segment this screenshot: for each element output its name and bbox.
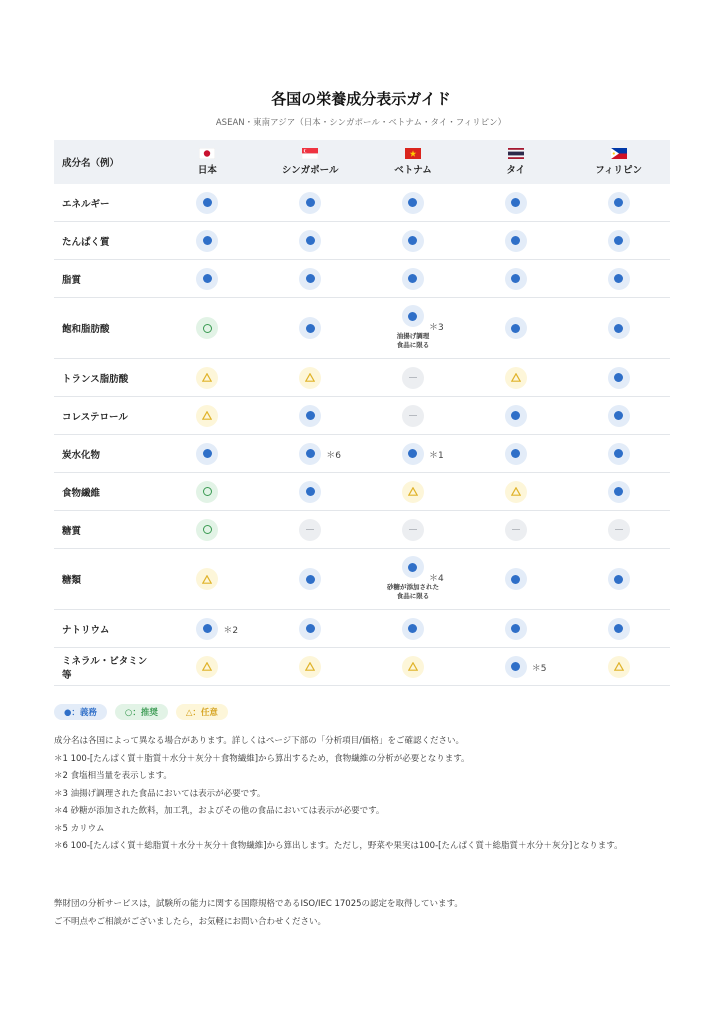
footer-line: ご不明点やご相談がございましたら，お気軽にお問い合わせください。: [54, 916, 327, 927]
page-subtitle: ASEAN・東南アジア（日本・シンガポール・ベトナム・タイ・フィリピン）: [215, 118, 507, 128]
status-cell: [567, 473, 670, 511]
country-label: ベトナム: [394, 165, 432, 176]
footnote-ref: ＊6: [326, 450, 341, 461]
table-row: [54, 359, 670, 397]
status-cell-content: [464, 222, 567, 259]
status-cell: [259, 298, 362, 359]
footnote-ref: ＊5: [531, 663, 547, 674]
status-cell-content: [156, 298, 259, 358]
status-cell-content: [362, 184, 465, 221]
status-cell: [259, 473, 362, 511]
optional-mark-icon: [402, 656, 424, 678]
status-cell: [259, 511, 362, 549]
nutrient-name: 糖類: [54, 549, 156, 610]
status-cell-content: [156, 397, 259, 434]
vietnam-flag-icon: [405, 148, 421, 159]
nutrient-name: エネルギー: [54, 184, 156, 222]
status-cell: [362, 298, 465, 359]
required-mark-icon: [608, 618, 630, 640]
nutrient-name: ミネラル・ビタミン等: [54, 648, 156, 686]
note-line: ＊1 100-[たんぱく質＋脂質＋水分＋灰分＋食物繊維]から算出するため，食物繊維の分析が必要となります。: [54, 753, 470, 764]
status-cell-content: [156, 222, 259, 259]
status-cell-content: [567, 435, 670, 472]
required-mark-icon: [402, 192, 424, 214]
notes: [54, 733, 670, 856]
status-cell-content: [464, 549, 567, 609]
status-cell-content: [259, 473, 362, 510]
status-cell: [362, 648, 465, 686]
status-cell: [567, 435, 670, 473]
required-mark-icon: [505, 618, 527, 640]
condition-text: 砂糖が添加された: [386, 583, 439, 591]
status-cell-content: [259, 511, 362, 548]
required-mark-icon: [505, 443, 527, 465]
legend-recommended: ○：推奨: [115, 704, 168, 720]
required-mark-icon: [402, 618, 424, 640]
required-mark-icon: [505, 230, 527, 252]
country-header-vietnam: [362, 140, 465, 184]
required-mark-icon: [505, 317, 527, 339]
table-row: [54, 648, 670, 686]
status-cell-content: [567, 610, 670, 647]
not-applicable-mark-icon: [402, 519, 424, 541]
required-mark-icon: [299, 268, 321, 290]
footnote-ref: ＊4: [428, 574, 444, 584]
status-cell: [567, 298, 670, 359]
required-mark-icon: [608, 443, 630, 465]
required-mark-icon: [299, 568, 321, 590]
status-cell-content: [567, 298, 670, 358]
status-cell: [464, 222, 567, 260]
status-cell: [464, 184, 567, 222]
optional-mark-icon: [196, 367, 218, 389]
status-cell: [464, 473, 567, 511]
table-body: [54, 184, 670, 686]
status-cell-content: [464, 397, 567, 434]
status-cell-content: [567, 648, 670, 685]
required-mark-icon: [402, 268, 424, 290]
optional-mark-icon: [505, 367, 527, 389]
status-cell: [464, 610, 567, 648]
status-cell-content: [362, 435, 465, 472]
status-cell: [156, 222, 259, 260]
status-cell-content: [259, 222, 362, 259]
status-cell: [156, 435, 259, 473]
country-label: シンガポール: [281, 165, 339, 176]
nutrient-name: たんぱく質: [54, 222, 156, 260]
status-cell: [259, 359, 362, 397]
legend-optional: △：任意: [176, 704, 228, 720]
condition-text: 食品に限る: [396, 341, 430, 349]
status-cell: [156, 298, 259, 359]
status-cell-content: [156, 549, 259, 609]
status-cell-content: [362, 549, 465, 609]
status-cell-content: [567, 260, 670, 297]
optional-mark-icon: [505, 481, 527, 503]
status-cell-content: [362, 359, 465, 396]
country-label: 日本: [197, 165, 217, 176]
status-cell-content: [567, 549, 670, 609]
status-cell: [362, 549, 465, 610]
nutrition-table: [54, 140, 670, 686]
page-title: 各国の栄養成分表示ガイド: [271, 90, 451, 108]
country-header-philippines: [567, 140, 670, 184]
status-cell: [259, 184, 362, 222]
status-cell: [464, 549, 567, 610]
status-cell-content: [259, 648, 362, 685]
status-cell: [259, 260, 362, 298]
status-cell: [156, 549, 259, 610]
status-cell-content: [464, 511, 567, 548]
legend: [54, 704, 228, 720]
japan-flag-icon: [199, 148, 215, 159]
status-cell-content: [464, 648, 567, 685]
status-cell-content: [259, 359, 362, 396]
status-cell-content: [156, 435, 259, 472]
status-cell: [259, 435, 362, 473]
status-cell-content: [156, 610, 259, 647]
required-mark-icon: [402, 443, 424, 465]
not-applicable-mark-icon: [299, 519, 321, 541]
status-cell: [464, 511, 567, 549]
status-cell-content: [464, 260, 567, 297]
status-cell-content: [567, 222, 670, 259]
required-mark-icon: [299, 317, 321, 339]
status-cell: [567, 610, 670, 648]
status-cell-content: [259, 397, 362, 434]
recommended-mark-icon: [196, 519, 218, 541]
table-row: [54, 435, 670, 473]
status-cell-content: [362, 511, 465, 548]
table-row: [54, 549, 670, 610]
status-cell-content: [259, 610, 362, 647]
status-cell-content: [464, 298, 567, 358]
note-line: ＊5 カリウム: [54, 823, 105, 834]
status-cell-content: [567, 397, 670, 434]
status-cell: [362, 222, 465, 260]
country-label: フィリピン: [595, 165, 642, 176]
nutrient-name: 炭水化物: [54, 435, 156, 473]
optional-mark-icon: [402, 481, 424, 503]
required-mark-icon: [505, 656, 527, 678]
optional-mark-icon: [608, 656, 630, 678]
status-cell: [156, 397, 259, 435]
status-cell-content: [156, 359, 259, 396]
required-mark-icon: [505, 192, 527, 214]
required-mark-icon: [608, 367, 630, 389]
recommended-mark-icon: [196, 317, 218, 339]
required-mark-icon: [608, 568, 630, 590]
status-cell-content: [362, 397, 465, 434]
nutrient-name: 飽和脂肪酸: [54, 298, 156, 359]
status-cell: [362, 260, 465, 298]
required-mark-icon: [299, 405, 321, 427]
status-cell: [156, 473, 259, 511]
status-cell: [259, 648, 362, 686]
status-cell: [156, 648, 259, 686]
nutrient-name: 脂質: [54, 260, 156, 298]
required-mark-icon: [196, 618, 218, 640]
thailand-flag-icon: [508, 148, 524, 159]
required-mark-icon: [299, 481, 321, 503]
status-cell-content: [464, 473, 567, 510]
not-applicable-mark-icon: [608, 519, 630, 541]
status-cell: [567, 184, 670, 222]
nutrient-name: 食物繊維: [54, 473, 156, 511]
required-mark-icon: [196, 230, 218, 252]
status-cell: [464, 648, 567, 686]
table-row: [54, 610, 670, 648]
recommended-mark-icon: [196, 481, 218, 503]
status-cell-content: [464, 435, 567, 472]
status-cell-content: [156, 648, 259, 685]
status-cell-content: [259, 435, 362, 472]
required-mark-icon: [608, 268, 630, 290]
note-line: 成分名は各国によって異なる場合があります。詳しくはページ下部の「分析項目/価格」をご確認ください。: [54, 736, 465, 746]
status-cell: [259, 397, 362, 435]
status-cell-content: [156, 511, 259, 548]
not-applicable-mark-icon: [402, 367, 424, 389]
singapore-flag-icon: [302, 148, 318, 159]
status-cell: [362, 473, 465, 511]
status-cell: [464, 397, 567, 435]
nutrient-name: ナトリウム: [54, 610, 156, 648]
nutrient-name: 糖質: [54, 511, 156, 549]
status-cell: [464, 298, 567, 359]
table-row: [54, 184, 670, 222]
required-mark-icon: [608, 192, 630, 214]
status-cell: [464, 260, 567, 298]
status-cell-content: [567, 473, 670, 510]
table-row: [54, 260, 670, 298]
required-mark-icon: [505, 568, 527, 590]
footnote-ref: ＊1: [428, 450, 444, 461]
note-line: ＊6 100-[たんぱく質＋総脂質＋水分＋灰分＋食物繊維]から算出します。ただし，野菜や果実は100-[たんぱく質＋総脂質＋水分＋灰分]となります。: [54, 841, 623, 851]
table-row: [54, 473, 670, 511]
country-label: タイ: [506, 165, 526, 176]
footer: [54, 896, 670, 931]
status-cell: [567, 648, 670, 686]
footer-line: 弊財団の分析サービスは，試験所の能力に関する国際規格であるISO/IEC 17025の認定を取得しています。: [54, 899, 463, 909]
status-cell-content: [259, 184, 362, 221]
table-row: [54, 397, 670, 435]
status-cell: [362, 359, 465, 397]
status-cell-content: [464, 610, 567, 647]
status-cell-content: [156, 184, 259, 221]
status-cell-content: [362, 222, 465, 259]
not-applicable-mark-icon: [402, 405, 424, 427]
name-column-header: 成分名（例）: [54, 140, 156, 184]
table-row: [54, 298, 670, 359]
required-mark-icon: [402, 556, 424, 578]
optional-mark-icon: [196, 568, 218, 590]
status-cell-content: [362, 260, 465, 297]
status-cell: [156, 260, 259, 298]
nutrient-name: トランス脂肪酸: [54, 359, 156, 397]
required-mark-icon: [505, 405, 527, 427]
status-cell: [156, 359, 259, 397]
status-cell: [259, 222, 362, 260]
status-cell-content: [156, 260, 259, 297]
status-cell: [567, 260, 670, 298]
note-line: ＊2 食塩相当量を表示します。: [54, 771, 172, 781]
status-cell: [156, 511, 259, 549]
status-cell: [156, 184, 259, 222]
status-cell-content: [259, 549, 362, 609]
footnote-ref: ＊3: [428, 323, 444, 333]
condition-text: 食品に限る: [396, 592, 430, 600]
status-cell-content: [156, 473, 259, 510]
note-line: ＊4 砂糖が添加された飲料，加工乳，およびその他の食品においては表示が必要です。: [54, 806, 385, 816]
required-mark-icon: [505, 268, 527, 290]
optional-mark-icon: [196, 656, 218, 678]
status-cell: [259, 610, 362, 648]
status-cell: [567, 397, 670, 435]
legend-required: ●：義務: [54, 704, 107, 720]
status-cell: [362, 511, 465, 549]
status-cell-content: [464, 184, 567, 221]
status-cell: [362, 435, 465, 473]
status-cell: [362, 397, 465, 435]
status-cell: [156, 610, 259, 648]
status-cell: [567, 222, 670, 260]
required-mark-icon: [196, 268, 218, 290]
not-applicable-mark-icon: [505, 519, 527, 541]
status-cell: [362, 610, 465, 648]
status-cell: [362, 184, 465, 222]
status-cell: [567, 359, 670, 397]
required-mark-icon: [402, 305, 424, 327]
status-cell: [259, 549, 362, 610]
required-mark-icon: [299, 443, 321, 465]
status-cell-content: [259, 298, 362, 358]
required-mark-icon: [299, 192, 321, 214]
status-cell: [464, 435, 567, 473]
status-cell: [567, 549, 670, 610]
country-header-japan: [156, 140, 259, 184]
status-cell-content: [567, 511, 670, 548]
status-cell-content: [362, 298, 465, 358]
required-mark-icon: [299, 618, 321, 640]
country-header-singapore: [259, 140, 362, 184]
status-cell: [464, 359, 567, 397]
required-mark-icon: [608, 481, 630, 503]
philippines-flag-icon: [611, 148, 627, 159]
optional-mark-icon: [196, 405, 218, 427]
required-mark-icon: [402, 230, 424, 252]
country-header-thailand: [464, 140, 567, 184]
status-cell-content: [362, 648, 465, 685]
table-row: [54, 222, 670, 260]
status-cell: [567, 511, 670, 549]
optional-mark-icon: [299, 656, 321, 678]
condition-text: 油揚げ調理: [396, 332, 430, 340]
status-cell-content: [362, 473, 465, 510]
status-cell-content: [567, 359, 670, 396]
note-line: ＊3 油揚げ調理された食品においては表示が必要です。: [54, 788, 266, 799]
nutrient-name: コレステロール: [54, 397, 156, 435]
status-cell-content: [259, 260, 362, 297]
required-mark-icon: [299, 230, 321, 252]
status-cell-content: [362, 610, 465, 647]
table-row: [54, 511, 670, 549]
required-mark-icon: [608, 230, 630, 252]
footnote-ref: ＊2: [223, 625, 239, 636]
required-mark-icon: [196, 443, 218, 465]
table-header-row: [54, 140, 670, 184]
status-cell-content: [567, 184, 670, 221]
required-mark-icon: [608, 405, 630, 427]
status-cell-content: [464, 359, 567, 396]
required-mark-icon: [608, 317, 630, 339]
required-mark-icon: [196, 192, 218, 214]
optional-mark-icon: [299, 367, 321, 389]
